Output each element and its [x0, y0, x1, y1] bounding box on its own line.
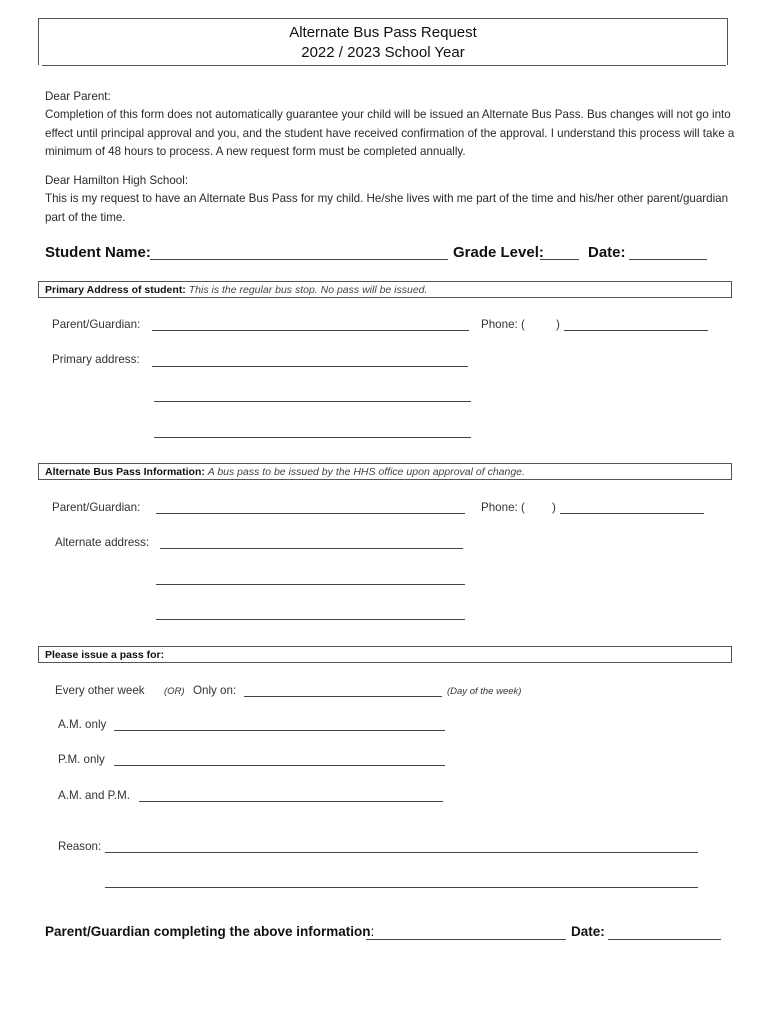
alternate-guardian-label: Parent/Guardian:: [52, 501, 141, 514]
alternate-phone-field[interactable]: [560, 513, 704, 514]
reason-field-1[interactable]: [105, 852, 698, 853]
primary-section-header: [38, 281, 732, 298]
alternate-phone-label: Phone: (: [481, 501, 525, 514]
alternate-note: A bus pass to be issued by the HHS office upon approval of change.: [207, 466, 525, 478]
only-on-label: Only on:: [193, 684, 237, 697]
primary-phone-label: Phone: (: [481, 318, 525, 331]
reason-label: Reason:: [58, 840, 102, 853]
grade-level-field[interactable]: [540, 259, 579, 260]
am-pm-label: A.M. and P.M.: [58, 789, 130, 802]
intro-block: [45, 88, 735, 161]
signature-label-text: Parent/Guardian completing the above information: [45, 924, 371, 939]
signature-date-field[interactable]: [608, 939, 721, 940]
grade-level-label: Grade Level:: [453, 244, 544, 261]
issue-heading: Please issue a pass for:: [45, 649, 165, 661]
alternate-section-header: [38, 463, 732, 480]
pm-only-label: P.M. only: [58, 753, 105, 766]
intro-paragraph: Completion of this form does not automatically guarantee your child will be issued an Alternate Bus Pass. Bus changes will not go into effect until principal approval and you, and the student have received confirmation of the approval. I understand this process will take a minimum of 48 hours to process. A new request form must be completed annually.: [45, 108, 735, 158]
alternate-phone-paren: ): [552, 501, 556, 514]
signature-field[interactable]: [366, 939, 566, 940]
student-date-label: Date:: [588, 244, 626, 261]
signature-colon: :: [370, 924, 375, 939]
student-name-field[interactable]: [150, 259, 448, 260]
pm-only-field[interactable]: [114, 765, 445, 766]
primary-address-label: Primary address:: [52, 353, 140, 366]
request-salutation: Dear Hamilton High School:: [45, 174, 189, 187]
or-label: (OR): [164, 686, 185, 697]
student-date-field[interactable]: [629, 259, 707, 260]
alternate-heading: Alternate Bus Pass Information:: [45, 466, 205, 478]
alternate-guardian-field[interactable]: [156, 513, 465, 514]
issue-section-header: [38, 646, 732, 663]
primary-heading: Primary Address of student:: [45, 284, 186, 296]
reason-field-2[interactable]: [105, 887, 698, 888]
am-only-label: A.M. only: [58, 718, 107, 731]
primary-note: This is the regular bus stop. No pass will be issued.: [188, 284, 428, 296]
alternate-address-field-2[interactable]: [156, 584, 465, 585]
primary-phone-field[interactable]: [564, 330, 708, 331]
primary-phone-paren: ): [556, 318, 560, 331]
student-name-label: Student Name:: [45, 244, 151, 261]
request-block: [45, 172, 735, 227]
alternate-address-field-3[interactable]: [156, 619, 465, 620]
am-only-field[interactable]: [114, 730, 445, 731]
primary-address-field-1[interactable]: [152, 366, 468, 367]
signature-date-label: Date:: [571, 924, 605, 939]
form-subtitle: 2022 / 2023 School Year: [301, 44, 465, 61]
title-underline: [42, 65, 726, 66]
form-title-box: [38, 18, 728, 65]
every-other-week-label: Every other week: [55, 684, 145, 697]
intro-salutation: Dear Parent:: [45, 90, 111, 103]
primary-address-field-3[interactable]: [154, 437, 471, 438]
signature-label: [45, 924, 374, 939]
alternate-address-field-1[interactable]: [160, 548, 463, 549]
only-on-field[interactable]: [244, 696, 442, 697]
primary-guardian-field[interactable]: [152, 330, 469, 331]
alternate-address-label: Alternate address:: [55, 536, 150, 549]
form-title: Alternate Bus Pass Request: [289, 24, 477, 41]
primary-address-field-2[interactable]: [154, 401, 471, 402]
day-of-week-hint: (Day of the week): [447, 686, 522, 697]
request-paragraph: This is my request to have an Alternate Bus Pass for my child. He/she lives with me part of the time and his/her other parent/guardian part of the time.: [45, 192, 729, 224]
am-pm-field[interactable]: [139, 801, 443, 802]
primary-guardian-label: Parent/Guardian:: [52, 318, 141, 331]
